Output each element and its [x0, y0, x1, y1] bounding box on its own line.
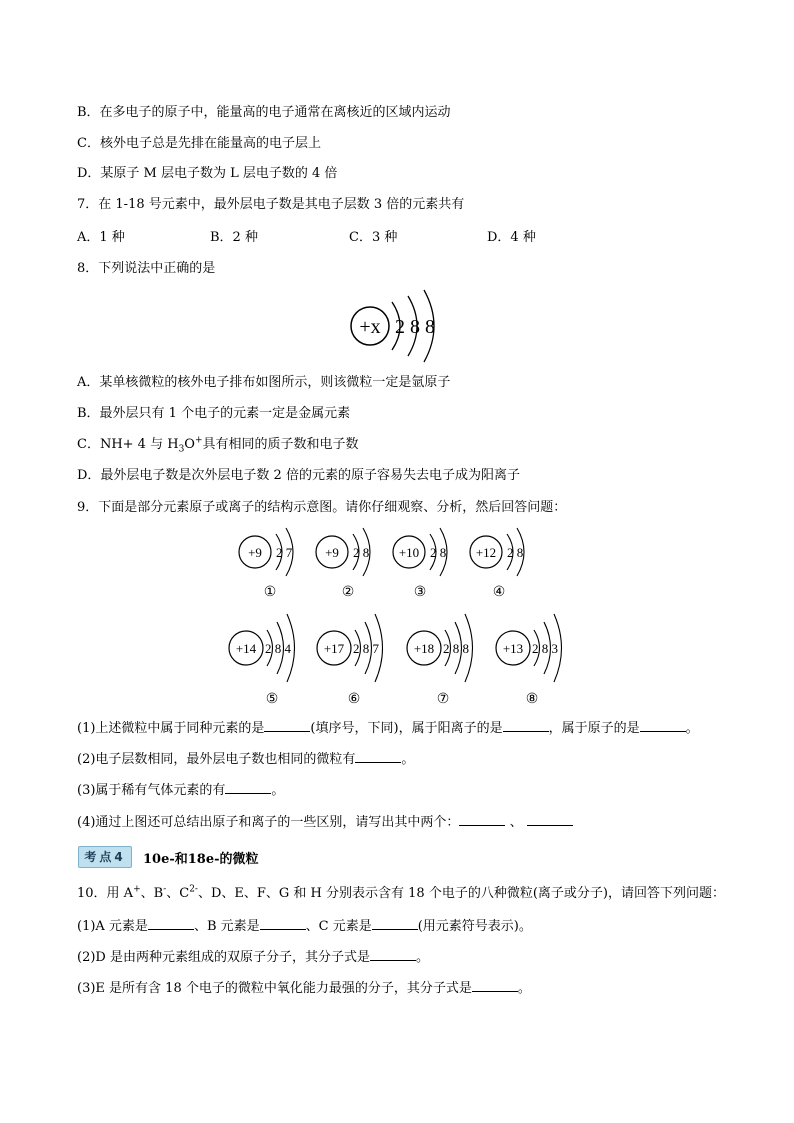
particle-3-diagram	[393, 528, 447, 576]
q8-c-pre: C．NH+ 4 与 H	[77, 437, 179, 452]
particle-7-label: ⑦	[436, 691, 450, 707]
q9-sub2-text-b: 。	[401, 752, 415, 767]
q9-sub4-text-a: (4)通过上图还可总结出原子和离子的一些区别，请写出其中两个：	[77, 815, 460, 830]
q8-stem: 8．下列说法中正确的是	[77, 261, 216, 276]
q10-sub3-blank[interactable]	[472, 978, 518, 992]
q8-c-mid: O	[184, 437, 195, 452]
particle-5-shells: 2 8 4	[265, 641, 291, 656]
particle-6-diagram	[317, 614, 383, 682]
particle-4-diagram	[470, 528, 524, 576]
q10-stem	[77, 885, 725, 903]
q9-sub1-text-d: 。	[685, 721, 699, 736]
particle-8-nucleus: +13	[502, 641, 524, 656]
q10-sub1-blank-2[interactable]	[260, 916, 306, 930]
q9-sub1-text-b: (填序号，下同)，属于阳离子的是	[310, 721, 503, 736]
q10-stem-b: 、B	[140, 886, 164, 901]
q9-diagram-row2	[222, 612, 582, 684]
particle-5-nucleus: +14	[235, 641, 257, 656]
q9-diagram-row1	[230, 522, 550, 582]
particle-3-label: ③	[413, 584, 427, 600]
q9-sub3-text-a: (3)属于稀有气体元素的有	[77, 783, 226, 798]
q8-c-sup: +	[194, 435, 203, 446]
q9-sub3-text-b: 。	[271, 783, 285, 798]
particle-7-shells: 2 8 8	[443, 641, 469, 656]
q10-stem-c: 、C	[166, 886, 190, 901]
particle-1-diagram	[239, 528, 293, 576]
q10-sub1-text-c: 、C 元素是	[305, 919, 372, 934]
q7-option-b: B．2 种	[210, 230, 258, 245]
q8-option-b: B．最外层只有 1 个电子的元素一定是金属元素	[77, 406, 351, 421]
particle-1-shells: 2 7	[276, 545, 293, 560]
q9-sub1-blank-1[interactable]	[264, 718, 310, 732]
particle-4-nucleus: +12	[475, 545, 497, 560]
q10-stem-sup3: 2-	[189, 884, 198, 895]
particle-1-label: ①	[263, 584, 277, 600]
particle-4-shells: 2 8	[507, 545, 524, 560]
q10-stem-sup1: +	[133, 884, 141, 895]
q7-stem: 7．在 1-18 号元素中，最外层电子数是其电子层数 3 倍的元素共有	[77, 197, 465, 212]
q9-sub4-text-b: 、	[509, 815, 523, 830]
q6-option-c: C．核外电子总是先排在能量高的电子层上	[77, 136, 321, 151]
particle-6-shells: 2 8 7	[353, 641, 379, 656]
q9-sub4	[77, 812, 573, 832]
q9-sub1	[77, 718, 699, 738]
particle-7-diagram	[407, 614, 473, 682]
particle-5-diagram	[229, 614, 295, 682]
particle-7-nucleus: +18	[413, 641, 435, 656]
q10-sub2-blank[interactable]	[370, 947, 416, 961]
q8-c-sub: 3	[178, 444, 185, 455]
q7-option-a: A．1 种	[77, 230, 125, 245]
q10-sub3-text-b: 。	[517, 981, 531, 996]
particle-5-label: ⑤	[265, 691, 279, 707]
particle-8-label: ⑧	[525, 691, 539, 707]
shell-numbers: 2 8 8	[395, 316, 435, 338]
particle-6-label: ⑥	[347, 691, 361, 707]
q9-sub2-text-a: (2)电子层数相同，最外层电子数也相同的微粒有	[77, 752, 356, 767]
q10-stem-pre: 10．用 A	[77, 886, 134, 901]
q9-sub3-blank[interactable]	[225, 780, 271, 794]
q10-sub1-blank-3[interactable]	[372, 916, 418, 930]
q6-option-b: B．在多电子的原子中，能量高的电子通常在离核近的区域内运动	[77, 105, 451, 120]
particle-1-nucleus: +9	[248, 545, 262, 560]
q7-option-c: C．3 种	[349, 230, 398, 245]
nucleus-charge: +x	[359, 316, 381, 338]
q8-option-c	[77, 436, 359, 454]
q7-option-d: D．4 种	[487, 230, 536, 245]
q8-c-post: 具有相同的质子数和电子数	[202, 437, 359, 452]
particle-4-label: ④	[492, 584, 506, 600]
particle-2-nucleus: +9	[325, 545, 339, 560]
q9-sub1-blank-3[interactable]	[640, 718, 686, 732]
q8-option-a: A．某单核微粒的核外电子排布如图所示，则该微粒一定是氩原子	[77, 375, 451, 390]
q9-stem: 9．下面是部分元素原子或离子的结构示意图。请你仔细观察、分析，然后回答问题：	[77, 500, 567, 515]
particle-6-nucleus: +17	[323, 641, 345, 656]
section-title: 10e-和18e-的微粒	[143, 852, 259, 867]
particle-8-shells: 2 8 3	[532, 641, 558, 656]
particle-2-label: ②	[341, 584, 355, 600]
q10-sub1-text-a: (1)A 元素是	[77, 919, 148, 934]
q6-option-d: D．某原子 M 层电子数为 L 层电子数的 4 倍	[77, 166, 338, 181]
particle-3-nucleus: +10	[398, 545, 420, 560]
q10-sub2-text-b: 。	[415, 950, 429, 965]
particle-3-shells: 2 8	[430, 545, 447, 560]
particle-2-shells: 2 8	[353, 545, 370, 560]
q9-sub2	[77, 749, 414, 769]
q9-sub2-blank[interactable]	[355, 749, 401, 763]
q10-sub3-text-a: (3)E 是所有含 18 个电子的微粒中氧化能力最强的分子，其分子式是	[77, 981, 472, 996]
q9-sub4-blank-2[interactable]	[527, 812, 573, 826]
particle-2-diagram	[316, 528, 370, 576]
q9-sub3	[77, 780, 284, 800]
q10-sub1-blank-1[interactable]	[148, 916, 194, 930]
q10-sub3	[77, 978, 531, 998]
q10-sub1-text-b: 、B 元素是	[193, 919, 260, 934]
q10-sub2-text-a: (2)D 是由两种元素组成的双原子分子，其分子式是	[77, 950, 370, 965]
q8-option-d: D．最外层电子数是次外层电子数 2 倍的元素的原子容易失去电子成为阳离子	[77, 468, 520, 483]
q9-sub1-text-a: (1)上述微粒中属于同种元素的是	[77, 721, 265, 736]
section-tag: 考点4	[78, 846, 132, 868]
q9-sub4-blank-1[interactable]	[459, 812, 505, 826]
q10-stem-sup2: -	[163, 884, 167, 895]
q10-sub2	[77, 947, 429, 967]
q10-sub1	[77, 916, 532, 936]
q9-sub1-text-c: ，属于原子的是	[548, 721, 640, 736]
q10-sub1-text-d: (用元素符号表示)。	[417, 919, 532, 934]
q9-sub1-blank-2[interactable]	[503, 718, 549, 732]
q10-stem-post: 、D、E、F、G 和 H 分别表示含有 18 个电子的八种微粒(离子或分子)，请回答下列问题：	[197, 886, 725, 901]
particle-8-diagram	[496, 614, 562, 682]
q8-atomic-structure-diagram	[340, 286, 460, 366]
